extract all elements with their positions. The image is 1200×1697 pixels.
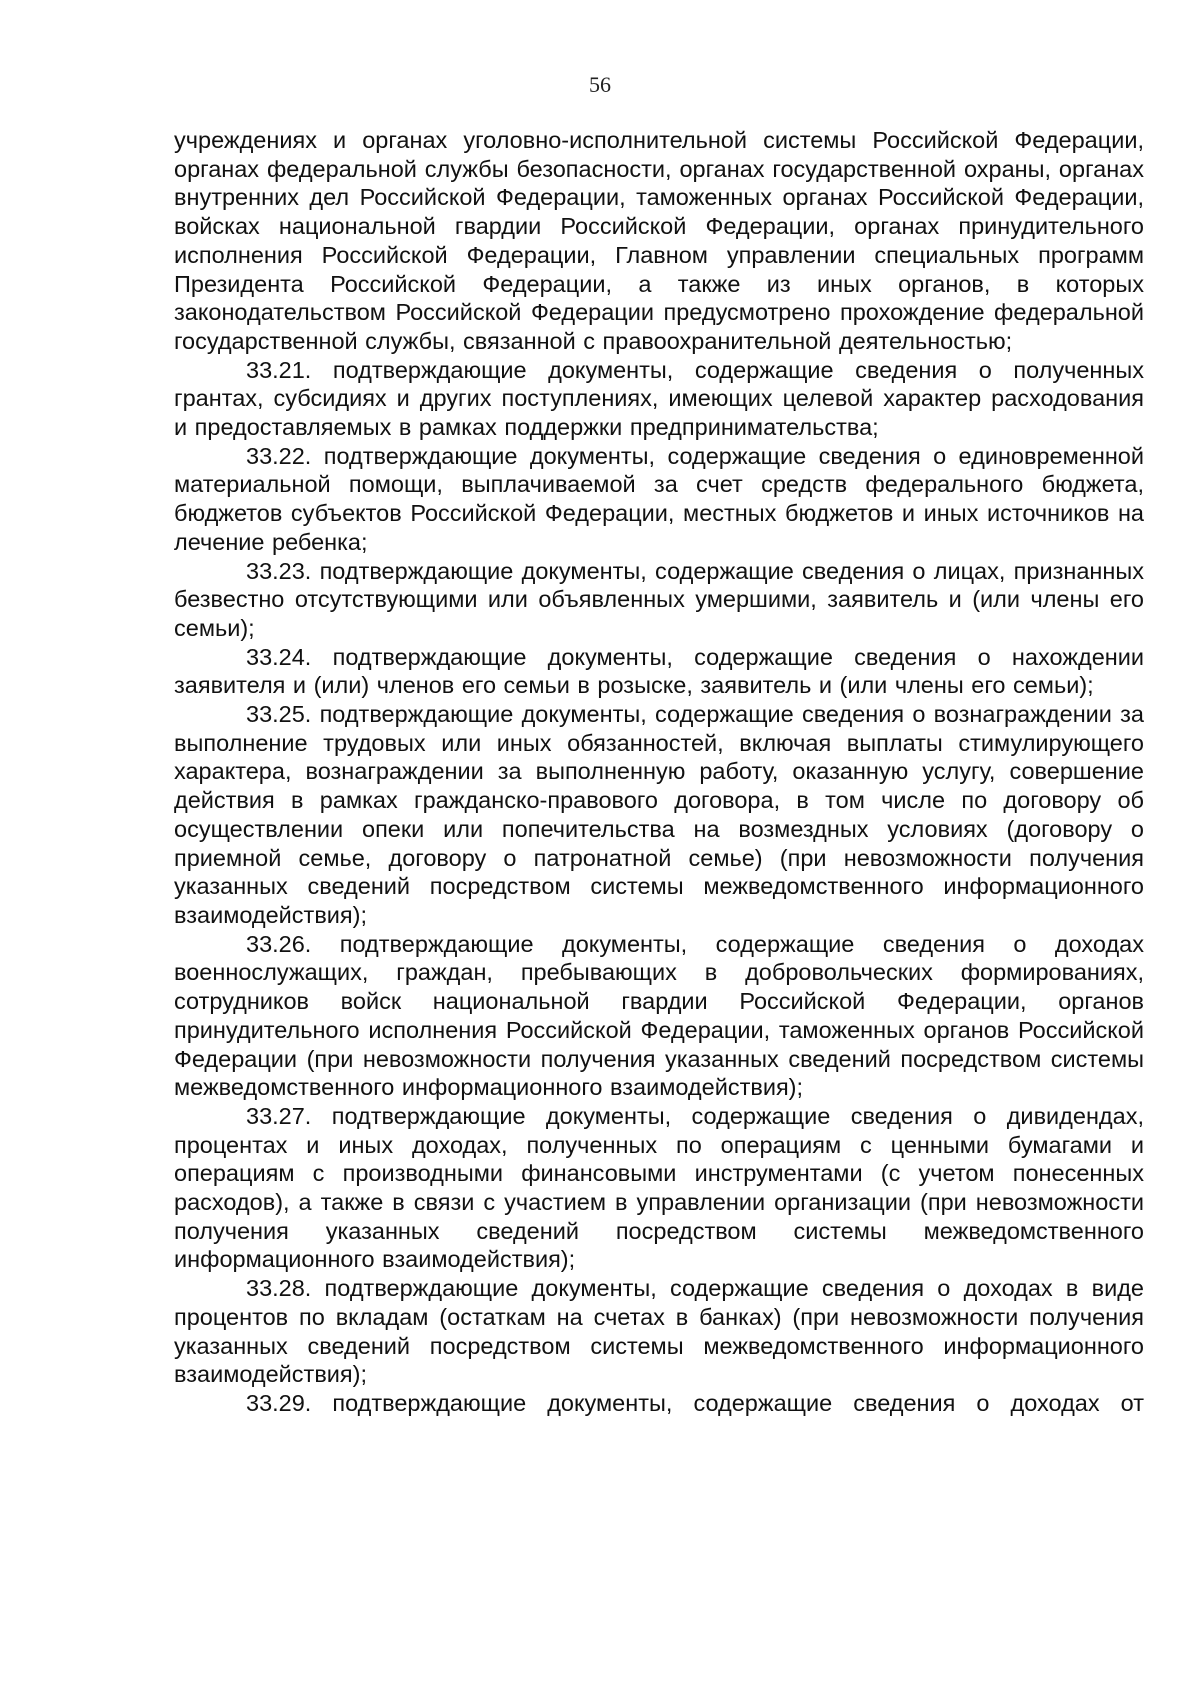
- page-number: 56: [589, 72, 611, 97]
- paragraph-33-26: 33.26. подтверждающие документы, содержащие сведения о доходах военнослужащих, граждан, пребывающих в добровольческих формированиях, сотрудников войск национальной гвардии Российской Федерации, органов принудительного исполнения Российской Федерации, таможенных органов Российской Федерации (при невозможности получения указанных сведений посредством системы межведомственного информационного взаимодействия);: [174, 930, 1144, 1101]
- paragraph-33-22: 33.22. подтверждающие документы, содержащие сведения о единовременной материальной помощи, выплачиваемой за счет средств федерального бюджета, бюджетов субъектов Российской Федерации, местных бюджетов и иных источников на лечение ребенка;: [174, 442, 1144, 555]
- paragraph-33-29: 33.29. подтверждающие документы, содержащие сведения о доходах от: [246, 1389, 1144, 1416]
- paragraph-continuation: учреждениях и органах уголовно-исполнительной системы Российской Федерации, органах федеральной службы безопасности, органах государственной охраны, органах внутренних дел Российской Федерации, таможенных органах Российской Федерации, войсках национальной гвардии Российской Федерации, органах принудительного исполнения Российской Федерации, Главном управлении специальных программ Президента Российской Федерации, а также из иных органов, в которых законодательством Российской Федерации предусмотрено прохождение федеральной государственной службы, связанной с правоохранительной деятельностью;: [174, 127, 1144, 354]
- paragraph-33-27: 33.27. подтверждающие документы, содержащие сведения о дивидендах, процентах и иных доходах, полученных по операциям с ценными бумагами и операциям с производными финансовыми инструментами (с учетом понесенных расходов), а также в связи с участием в управлении организации (при невозможности получения указанных сведений посредством системы межведомственного информационного взаимодействия);: [174, 1102, 1144, 1273]
- paragraph-33-21: 33.21. подтверждающие документы, содержащие сведения о полученных грантах, субсидиях и других поступлениях, имеющих целевой характер расходования и предоставляемых в рамках поддержки предпринимательства;: [174, 356, 1144, 441]
- paragraph-33-28: 33.28. подтверждающие документы, содержащие сведения о доходах в виде процентов по вкладам (остаткам на счетах в банках) (при невозможности получения указанных сведений посредством системы межведомственного информационного взаимодействия);: [174, 1275, 1144, 1388]
- paragraph-33-25: 33.25. подтверждающие документы, содержащие сведения о вознаграждении за выполнение трудовых или иных обязанностей, включая выплаты стимулирующего характера, вознаграждении за выполненную работу, оказанную услугу, совершение действия в рамках гражданско-правового договора, в том числе по договору об осуществлении опеки или попечительства на возмездных условиях (договору о приемной семье, договору о патронатной семье) (при невозможности получения указанных сведений посредством системы межведомственного информационного взаимодействия);: [174, 701, 1144, 928]
- paragraph-33-24: 33.24. подтверждающие документы, содержащие сведения о нахождении заявителя и (или) членов его семьи в розыске, заявитель и (или члены его семьи);: [174, 643, 1144, 699]
- document-body: [174, 126, 1144, 1418]
- paragraph-33-23: 33.23. подтверждающие документы, содержащие сведения о лицах, признанных безвестно отсутствующими или объявленных умершими, заявитель и (или члены его семьи);: [174, 557, 1144, 641]
